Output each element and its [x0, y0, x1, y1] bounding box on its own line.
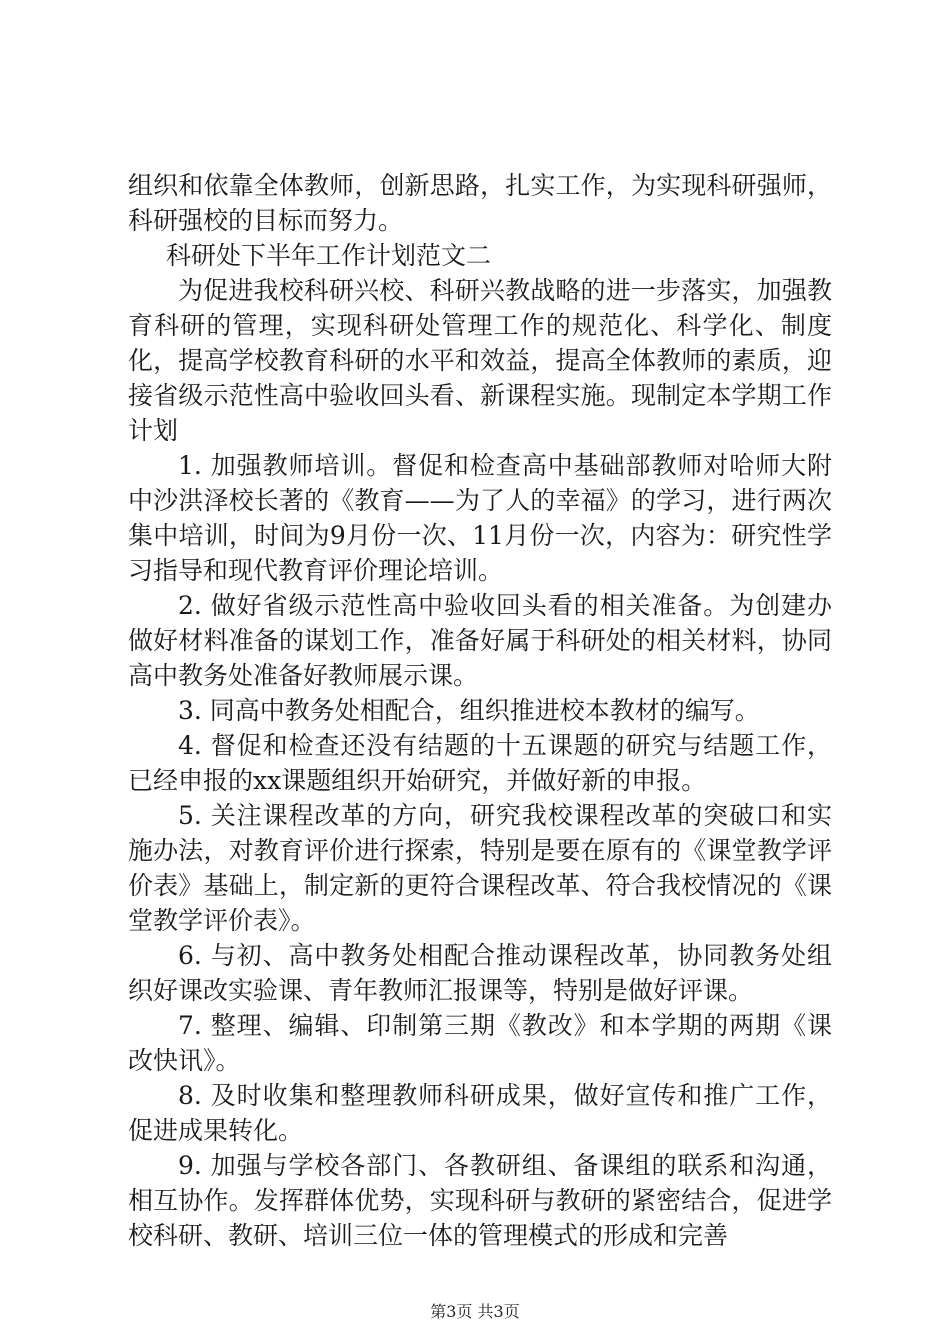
list-item-8: 8. 及时收集和整理教师科研成果，做好宣传和推广工作，促进成果转化。 — [128, 1081, 832, 1145]
list-item-4: 4. 督促和检查还没有结题的十五课题的研究与结题工作，已经申报的xx课题组织开始研究，并做好新的申报。 — [128, 731, 832, 795]
document-body — [128, 168, 832, 1253]
list-item-1: 1. 加强教师培训。督促和检查高中基础部教师对哈师大附中沙洪泽校长著的《教育——为了人的幸福》的学习，进行两次集中培训，时间为9月份一次、11月份一次，内容为：研究性学习指导和现代教育评价理论培训。 — [128, 451, 832, 585]
list-item-6: 6. 与初、高中教务处相配合推动课程改革，协同教务处组织好课改实验课、青年教师汇报课等，特别是做好评课。 — [128, 941, 832, 1005]
list-item-7: 7. 整理、编辑、印制第三期《教改》和本学期的两期《课改快讯》。 — [128, 1011, 832, 1075]
list-item-9: 9. 加强与学校各部门、各教研组、备课组的联系和沟通，相互协作。发挥群体优势，实现科研与教研的紧密结合，促进学校科研、教研、培训三位一体的管理模式的形成和完善 — [128, 1151, 832, 1250]
paragraph-continuation: 组织和依靠全体教师，创新思路，扎实工作，为实现科研强师，科研强校的目标而努力。 — [128, 171, 832, 235]
page-number-footer: 第3页 共3页 — [430, 1302, 520, 1321]
list-item-2: 2. 做好省级示范性高中验收回头看的相关准备。为创建办做好材料准备的谋划工作，准备好属于科研处的相关材料，协同高中教务处准备好教师展示课。 — [128, 591, 832, 690]
section-title: 科研处下半年工作计划范文二 — [166, 241, 492, 270]
list-item-5: 5. 关注课程改革的方向，研究我校课程改革的突破口和实施办法，对教育评价进行探索，特别是要在原有的《课堂教学评价表》基础上，制定新的更符合课程改革、符合我校情况的《课堂教学评价表》。 — [128, 801, 832, 935]
paragraph-intro: 为促进我校科研兴校、科研兴教战略的进一步落实，加强教育科研的管理，实现科研处管理工作的规范化、科学化、制度化，提高学校教育科研的水平和效益，提高全体教师的素质，迎接省级示范性高中验收回头看、新课程实施。现制定本学期工作计划 — [128, 276, 832, 445]
list-item-3: 3. 同高中教务处相配合，组织推进校本教材的编写。 — [178, 696, 760, 725]
